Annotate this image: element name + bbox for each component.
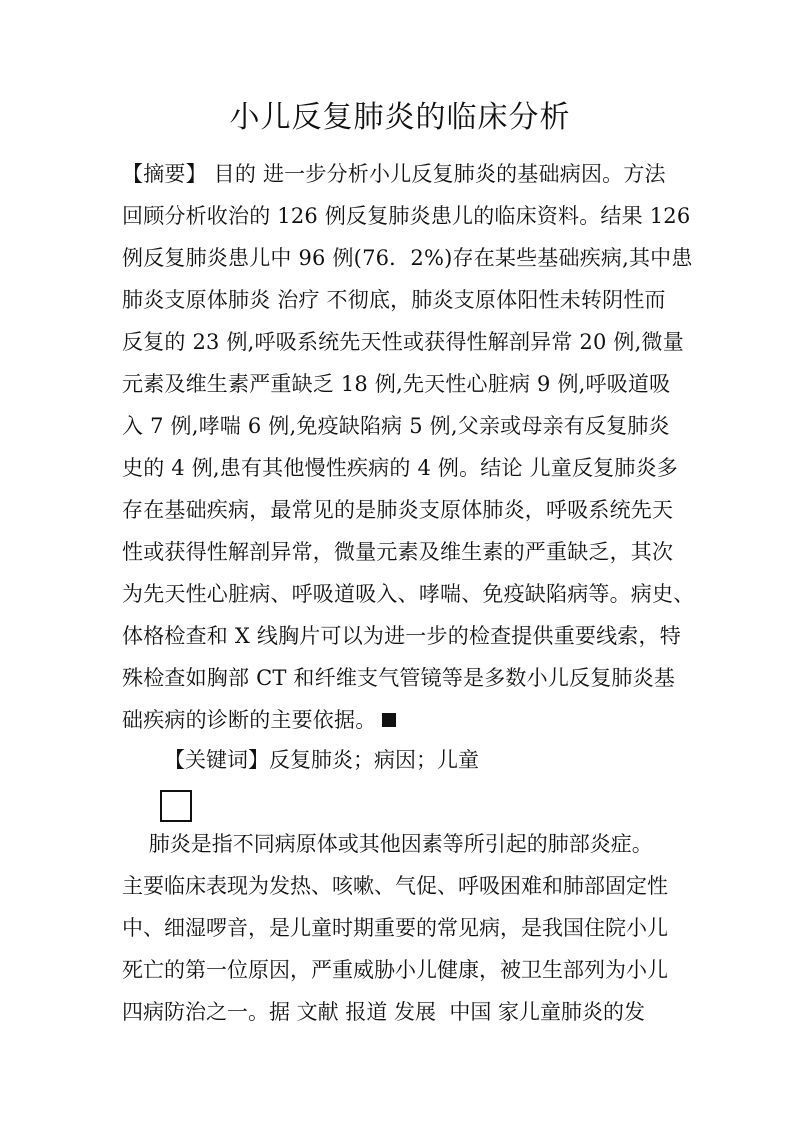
body-line: 四病防治之一。据 文献 报道 发展 中国 家儿童肺炎的发 <box>122 1000 646 1024</box>
keywords: 【关键词】反复肺炎；病因；儿童 <box>164 748 479 772</box>
body-line: 死亡的第一位原因，严重威胁小儿健康，被卫生部列为小儿 <box>122 958 668 982</box>
abstract-line: 入 7 例,哮喘 6 例,免疫缺陷病 5 例,父亲或母亲有反复肺炎 <box>122 414 670 438</box>
abstract-line: 例反复肺炎患儿中 96 例(76．2%)存在某些基础疾病,其中患 <box>122 246 693 270</box>
abstract-line: 存在基础疾病，最常见的是肺炎支原体肺炎，呼吸系统先天 <box>122 498 674 522</box>
abstract-line: 史的 4 例,患有其他慢性疾病的 4 例。结论 儿童反复肺炎多 <box>122 456 678 480</box>
body-line: 中、细湿啰音，是儿童时期重要的常见病，是我国住院小儿 <box>122 916 668 940</box>
abstract-line: 肺炎支原体肺炎 治疗 不彻底，肺炎支原体阳性未转阴性而 <box>122 288 666 312</box>
body-line: 主要临床表现为发热、咳嗽、气促、呼吸困难和肺部固定性 <box>122 874 668 898</box>
abstract-line: 元素及维生素严重缺乏 18 例,先天性心脏病 9 例,呼吸道吸 <box>122 372 671 396</box>
abstract-last-line <box>122 706 396 734</box>
empty-box-icon <box>160 790 192 822</box>
document-title: 小儿反复肺炎的临床分析 <box>229 100 571 135</box>
abstract-line: 殊检查如胸部 CT 和纤维支气管镜等是多数小儿反复肺炎基 <box>122 666 676 690</box>
abstract-line: 【摘要】 目的 进一步分析小儿反复肺炎的基础病因。方法 <box>122 162 666 186</box>
abstract-line: 础疾病的诊断的主要依据。 <box>122 708 377 732</box>
body-line: 肺炎是指不同病原体或其他因素等所引起的肺部炎症。 <box>122 832 653 856</box>
abstract-line: 回顾分析收治的 126 例反复肺炎患儿的临床资料。结果 126 <box>122 204 691 228</box>
black-square-icon <box>382 713 396 727</box>
abstract-line: 体格检查和 X 线胸片可以为进一步的检查提供重要线索，特 <box>122 624 681 648</box>
abstract-line: 性或获得性解剖异常，微量元素及维生素的严重缺乏，其次 <box>122 540 674 564</box>
abstract-line: 为先天性心脏病、呼吸道吸入、哮喘、免疫缺陷病等。病史、 <box>122 582 695 606</box>
abstract-line: 反复的 23 例,呼吸系统先天性或获得性解剖异常 20 例,微量 <box>122 330 684 354</box>
